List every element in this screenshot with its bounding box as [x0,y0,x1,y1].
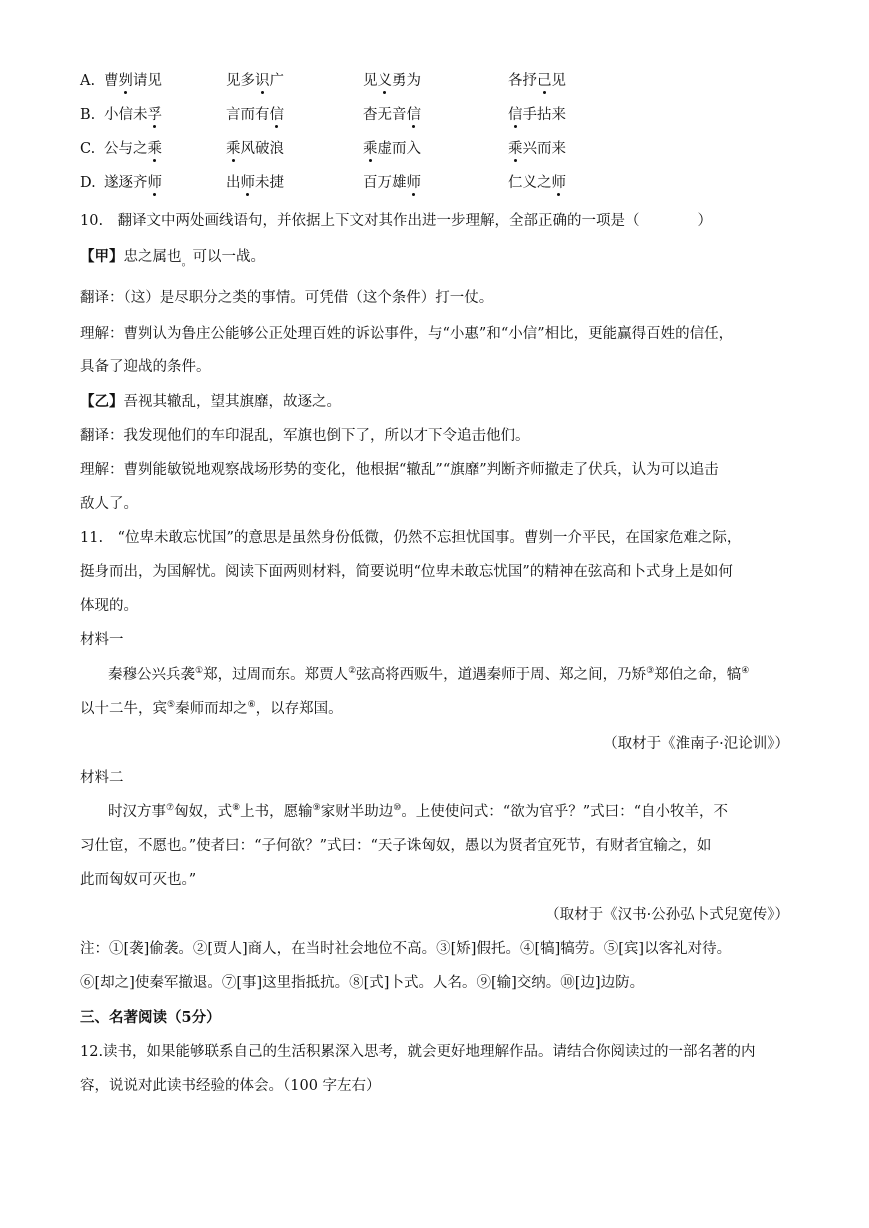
emphasis-char: 己 [537,73,552,89]
option-word [226,172,284,194]
q10-stem: 10. 翻译文中两处画线语句，并依据上下文对其作出进一步理解，全部正确的一项是（ ） [80,213,713,229]
material-1-title: 材料一 [80,632,124,648]
q12-line-1: 12.读书，如果能够联系自己的生活积累深入思考，就会更好地理解作品。请结合你阅读过的一部名著的内 [80,1044,756,1060]
emphasis-char: 识 [255,73,270,89]
emphasis-char: 刿 [118,73,133,89]
notes-line-2: ⑥[却之]使秦军撤退。⑦[事]这里指抵抗。⑧[式]卜式。人名。⑨[输]交纳。⑩[边]边防。 [80,975,645,991]
word-part: 虚而入 [377,141,421,157]
emphasis-char: 师 [147,175,162,191]
q10-jia-mark: 。 [181,255,193,268]
footnote-marker: ⑤ [167,700,176,711]
word-part: 未捷 [255,175,284,191]
option-word [104,104,162,126]
m1-text: 秦穆公兴兵袭 [108,667,195,683]
q12-line-2: 容，说说对此读书经验的体会。（100 字左右） [80,1078,381,1094]
emphasis-char: 乘 [508,141,523,157]
emphasis-char: 乘 [363,141,378,157]
m2-text: 上书，愿输 [240,804,313,820]
word-part: 风破浪 [240,141,284,157]
emphasis-char: 乘 [147,141,162,157]
word-part: 见 [363,73,378,89]
footnote-marker: ② [348,666,357,677]
option-word [508,172,566,194]
section-3-title: 三、名著阅读（5分） [80,1009,221,1026]
emphasis-char: 信 [269,107,284,123]
option-letter: B. [80,107,96,123]
q10-yi-understanding-1: 理解：曹刿能敏锐地观察战场形势的变化，他根据“辙乱”“旗靡”判断齐师撤走了伏兵，认为可以追击 [80,462,719,478]
q10-yi-understanding-2: 敌人了。 [80,496,138,512]
q10-yi-translation: 翻译：我发现他们的车印混乱，军旗也倒下了，所以才下令追击他们。 [80,428,530,444]
q10-jia-understanding-1: 理解：曹刿认为鲁庄公能够公正处理百姓的诉讼事件，与“小惠”和“小信”相比，更能赢得百姓的信任， [80,326,734,342]
q10-jia-understanding-2: 具备了迎战的条件。 [80,359,211,375]
q10-jia-text-b: 可以一战。 [192,249,265,265]
material-2-title: 材料二 [80,770,124,786]
q10-yi-sentence [80,391,341,413]
option-word [508,104,566,126]
footnote-marker: ③ [646,666,655,677]
m1-text: 郑，过周而东。郑贾人 [203,667,349,683]
word-part: 出 [226,175,241,191]
emphasis-char: 信 [406,107,421,123]
word-part: 百万雄 [363,175,407,191]
emphasis-char: 义 [377,73,392,89]
emphasis-char: 师 [406,175,421,191]
word-part: 小信未 [104,107,148,123]
emphasis-char: 乘 [226,141,241,157]
option-letter: C. [80,141,96,157]
word-part: 仁义之 [508,175,552,191]
word-part: 见多 [226,73,255,89]
material-2-line-2: 习仕宦，不愿也。”使者曰：“子何欲？”式曰：“天子诛匈奴，愚以为贤者宜死节，有财者宜输之，如 [80,838,712,854]
material-1-source: （取材于《淮南子·氾论训》） [603,736,789,752]
material-2-line-3: 此而匈奴可灭也。” [80,872,197,888]
notes-line-1: 注：①[袭]偷袭。②[贾人]商人，在当时社会地位不高。③[矫]假托。④[犒]犒劳。⑤[宾]以客礼对待。 [80,941,732,957]
q10-yi-label: 【乙】 [80,393,124,410]
option-word [508,70,566,92]
word-part: 杳无音 [363,107,407,123]
q10-jia-label: 【甲】 [80,248,124,265]
option-word [226,104,284,126]
option-word [508,138,566,160]
m1-text: ，以存郑国。 [255,701,343,717]
m1-text: 弦高将西贩牛，道遇秦师于周、郑之间，乃矫 [356,667,647,683]
word-part: 遂逐齐 [104,175,148,191]
option-word [363,70,421,92]
word-part: 广 [269,73,284,89]
m2-text: 匈奴，式 [174,804,233,820]
emphasis-char: 师 [240,175,255,191]
m1-text: 以十二牛，宾 [80,701,167,717]
option-word [104,70,162,92]
word-part: 兴而来 [522,141,566,157]
option-letter: D. [80,175,96,191]
word-part: 手拈来 [522,107,566,123]
footnote-marker: ① [195,666,204,677]
q10-jia-sentence [80,246,265,273]
m2-text: 。上使使问式：“欲为官乎？”式曰：“自小牧羊，不 [401,804,729,820]
option-word [104,138,162,160]
m2-text: 家财半助边 [320,804,394,820]
emphasis-char: 信 [508,107,523,123]
option-word [104,172,162,194]
option-word [226,70,284,92]
q11-stem-3: 体现的。 [80,598,138,614]
m2-text: 时汉方事 [108,804,166,820]
word-part: 请见 [133,73,162,89]
material-2-source: （取材于《汉书·公孙弘卜式兒宽传》） [545,907,789,923]
footnote-marker: ⑦ [166,803,175,814]
word-part: 勇为 [392,73,421,89]
emphasis-char: 师 [551,175,566,191]
q10-yi-text: 吾视其辙乱，望其旗靡，故逐之。 [123,394,341,410]
option-word [363,172,421,194]
footnote-marker: ⑩ [393,803,402,814]
footnote-marker: ④ [741,666,750,677]
material-1-line-1 [108,664,749,686]
material-2-line-1 [108,801,728,823]
q11-stem-1: 11. “位卑未敢忘忧国”的意思是虽然身份低微，仍然不忘担忧国事。曹刿一介平民，在国家危难之际， [80,530,742,546]
word-part: 见 [551,73,566,89]
word-part: 各抒 [508,73,537,89]
option-word [363,138,421,160]
word-part: 曹 [104,73,119,89]
footnote-marker: ⑧ [232,803,241,814]
option-word [226,138,284,160]
footnote-marker: ⑨ [312,803,321,814]
q10-jia-text-a: 忠之属也 [123,249,182,265]
material-1-line-2 [80,698,343,720]
m1-text: 郑伯之命，犒 [654,667,742,683]
m1-text: 秦师而却之 [175,701,248,717]
q10-jia-translation: 翻译：（这）是尽职分之类的事情。可凭借（这个条件）打一仗。 [80,290,494,306]
option-word [363,104,421,126]
emphasis-char: 孚 [147,107,162,123]
footnote-marker: ⑥ [247,700,256,711]
q11-stem-2: 挺身而出，为国解忧。阅读下面两则材料，简要说明“位卑未敢忘忧国”的精神在弦高和卜式身上是如何 [80,564,733,580]
word-part: 言而有 [226,107,270,123]
word-part: 公与之 [104,141,148,157]
option-letter: A. [80,73,96,89]
